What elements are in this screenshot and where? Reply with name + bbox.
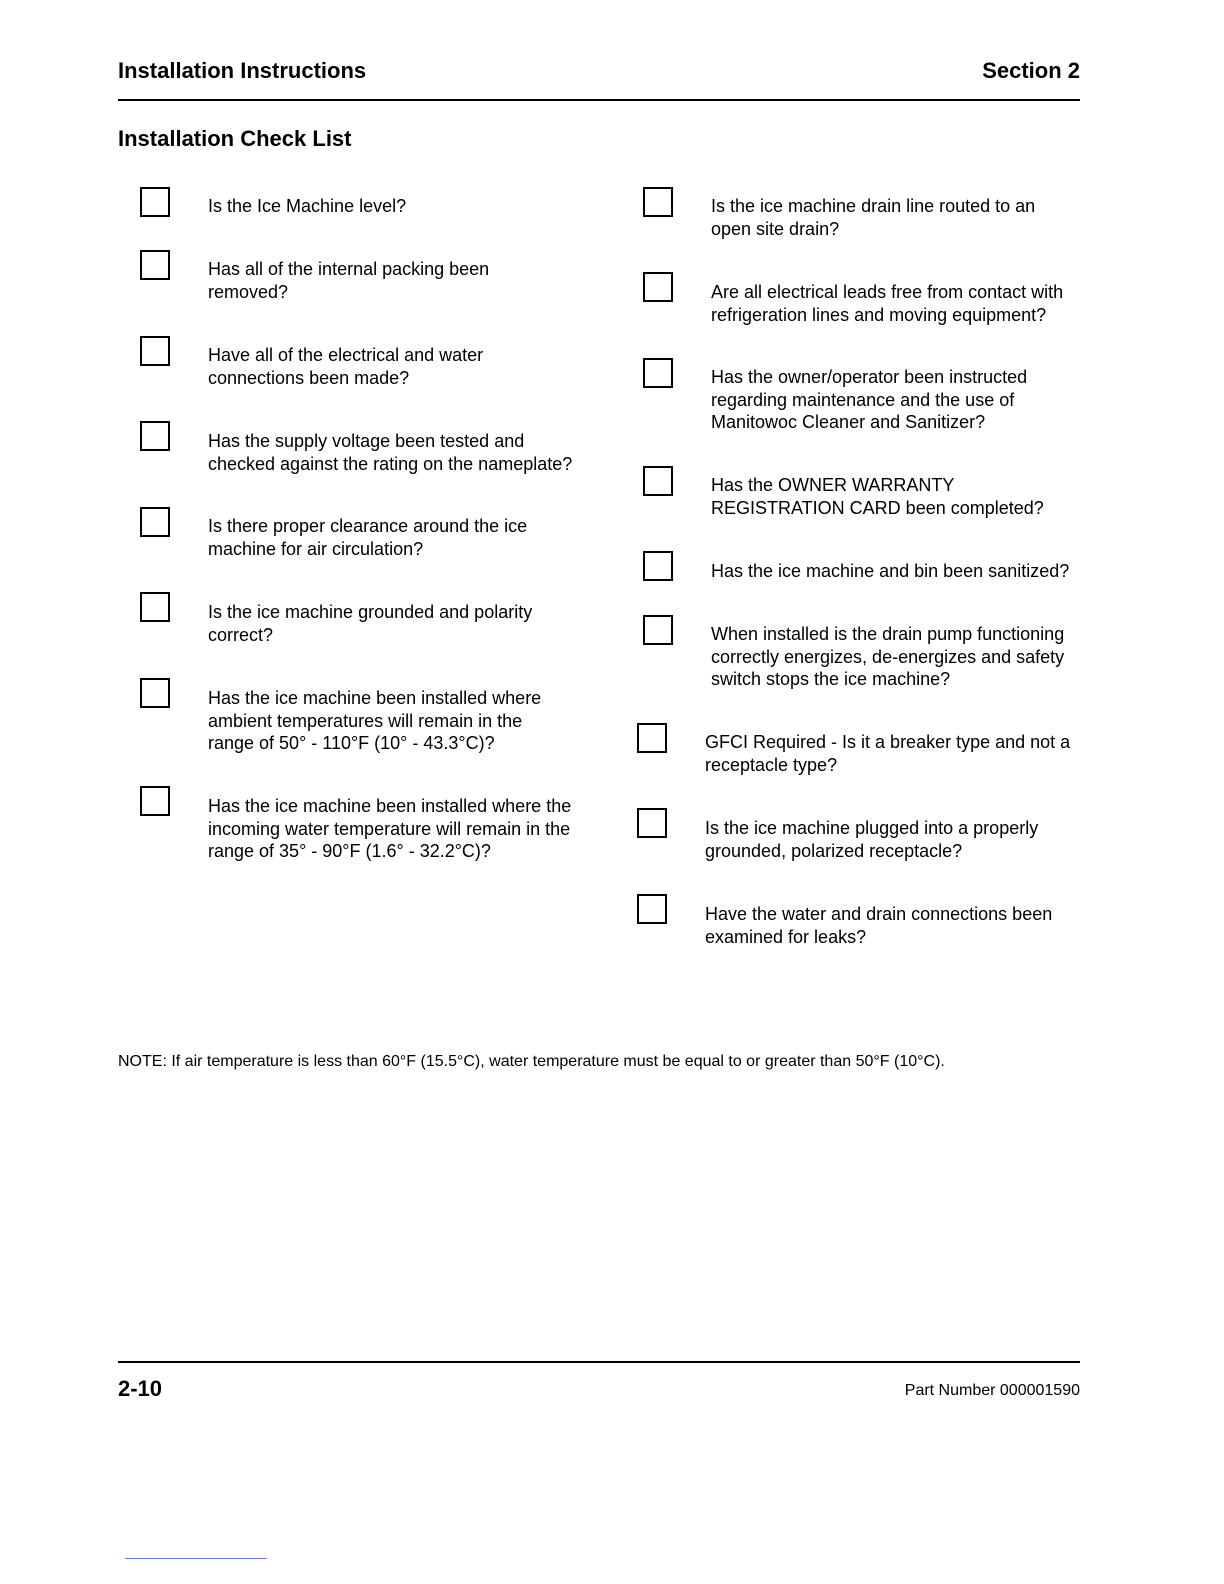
checklist-item-left-8: Has the ice machine been installed where the incoming water temperature will remain in the range of 35° - 90°F (1.6° - 32.2°C)? xyxy=(208,796,572,861)
checkbox-left-1[interactable] xyxy=(140,187,170,217)
checkbox-right-7[interactable] xyxy=(637,723,667,753)
footer-divider xyxy=(118,1361,1080,1363)
checkbox-left-2[interactable] xyxy=(140,250,170,280)
checklist-item-right-7: GFCI Required - Is it a breaker type and not a receptacle type? xyxy=(705,732,1071,775)
checklist-item-left-2: Has all of the internal packing been removed? xyxy=(208,259,490,302)
checkbox-right-4[interactable] xyxy=(643,466,673,496)
checkbox-right-6[interactable] xyxy=(643,615,673,645)
checkbox-right-3[interactable] xyxy=(643,358,673,388)
checklist-item-right-3: Has the owner/operator been instructed regarding maintenance and the use of Manitowoc Cleaner and Sanitizer? xyxy=(711,367,1028,432)
checkbox-left-8[interactable] xyxy=(140,786,170,816)
page-number: 2-10 xyxy=(118,1376,163,1401)
checkbox-left-6[interactable] xyxy=(140,592,170,622)
header-title: Installation Instructions xyxy=(118,58,367,83)
checklist-item-right-4: Has the OWNER WARRANTY REGISTRATION CARD been completed? xyxy=(711,475,1044,518)
checklist-item-right-6: When installed is the drain pump functioning correctly energizes, de-energizes and safety switch stops the ice machine? xyxy=(711,624,1065,689)
checklist-item-left-1: Is the Ice Machine level? xyxy=(208,196,407,216)
checklist-item-right-8: Is the ice machine plugged into a properly grounded, polarized receptacle? xyxy=(705,818,1039,861)
checklist-item-left-7: Has the ice machine been installed where ambient temperatures will remain in the range of 50° - 110°F (10° - 43.3°C)? xyxy=(208,688,542,753)
checklist-item-right-5: Has the ice machine and bin been sanitized? xyxy=(711,561,1070,581)
link-underline xyxy=(125,1558,267,1559)
checkbox-left-4[interactable] xyxy=(140,421,170,451)
checklist-item-right-1: Is the ice machine drain line routed to an open site drain? xyxy=(711,196,1036,239)
checkbox-right-1[interactable] xyxy=(643,187,673,217)
header-divider xyxy=(118,99,1080,101)
checkbox-right-5[interactable] xyxy=(643,551,673,581)
checklist-item-left-4: Has the supply voltage been tested and checked against the rating on the nameplate? xyxy=(208,431,573,474)
checklist-item-right-2: Are all electrical leads free from contact with refrigeration lines and moving equipment? xyxy=(711,282,1064,325)
part-number: Part Number 000001590 xyxy=(904,1382,1080,1399)
checkbox-left-5[interactable] xyxy=(140,507,170,537)
header-section: Section 2 xyxy=(982,58,1080,83)
checklist-item-left-6: Is the ice machine grounded and polarity correct? xyxy=(208,602,533,645)
note-text: NOTE: If air temperature is less than 60°F (15.5°C), water temperature must be equal to or greater than 50°F (10°C). xyxy=(118,1053,945,1070)
checkbox-right-2[interactable] xyxy=(643,272,673,302)
checklist-item-left-3: Have all of the electrical and water connections been made? xyxy=(208,345,484,388)
checklist-item-right-9: Have the water and drain connections been examined for leaks? xyxy=(705,904,1053,947)
section-title: Installation Check List xyxy=(118,126,352,151)
checklist-item-left-5: Is there proper clearance around the ice machine for air circulation? xyxy=(208,516,528,559)
checkbox-left-3[interactable] xyxy=(140,336,170,366)
checkbox-right-8[interactable] xyxy=(637,808,667,838)
checkbox-left-7[interactable] xyxy=(140,678,170,708)
checkbox-right-9[interactable] xyxy=(637,894,667,924)
